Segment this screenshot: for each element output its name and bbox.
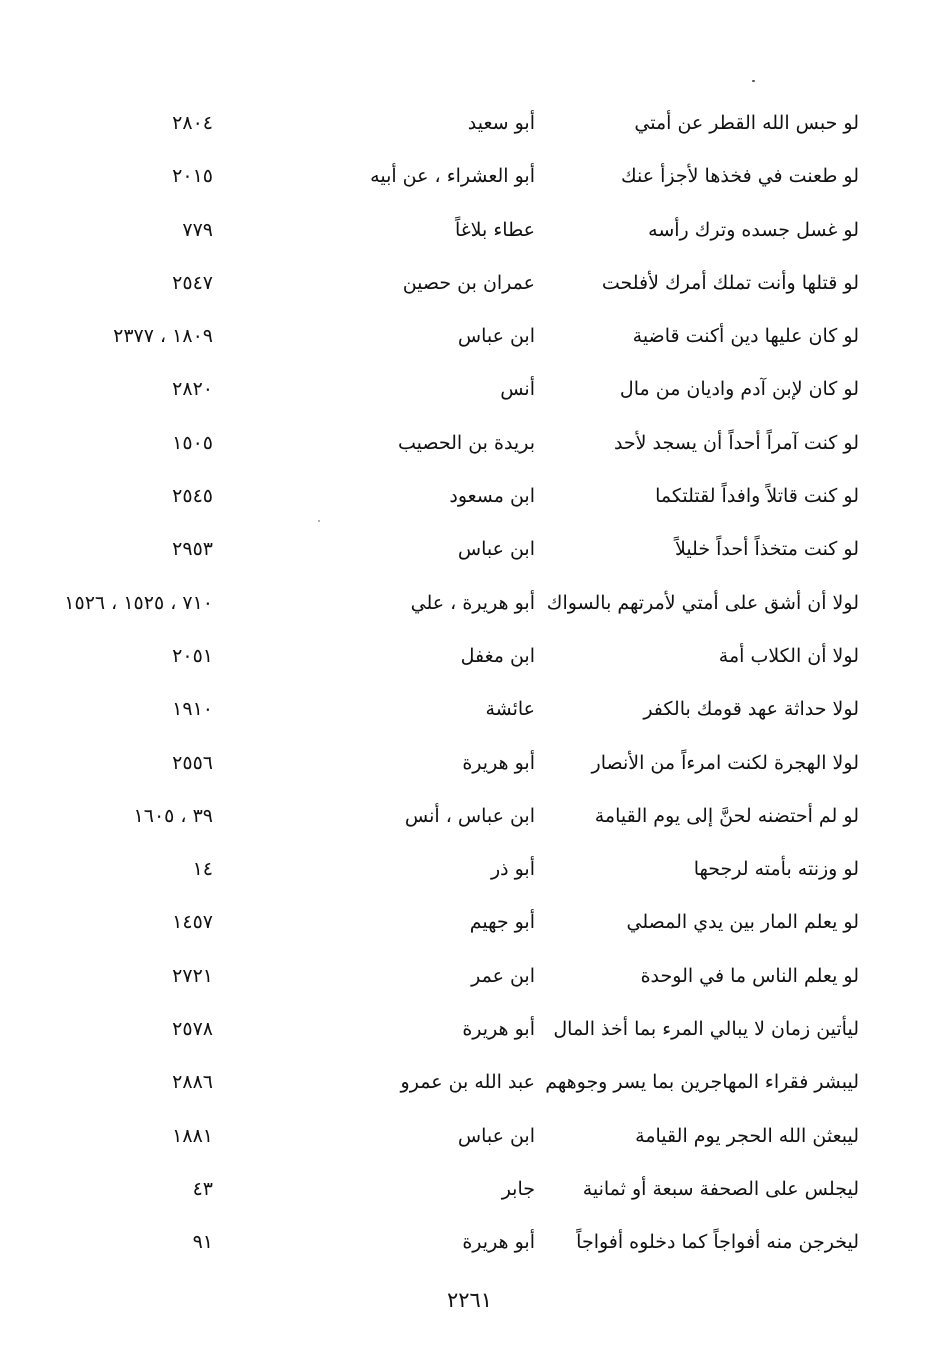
index-row	[0, 953, 939, 1006]
hadith-text: لو كان عليها دين أكنت قاضية	[632, 325, 859, 348]
hadith-text: ليجلس على الصحفة سبعة أو ثمانية	[582, 1177, 859, 1200]
reference-numbers: ٢٥٤٥	[172, 485, 213, 508]
hadith-text: ليبشر فقراء المهاجرين بما يسر وجوههم	[545, 1071, 859, 1094]
hadith-text: لولا حداثة عهد قومك بالكفر	[643, 698, 859, 721]
reference-numbers: ٢٨٨٦	[172, 1071, 213, 1094]
index-row	[0, 846, 939, 899]
narrator: عائشة	[485, 698, 535, 721]
narrator: أنس	[500, 378, 535, 401]
reference-numbers: ١٤	[192, 858, 213, 881]
hadith-text: ليخرجن منه أفواجاً كما دخلوه أفواجاً	[576, 1231, 859, 1254]
narrator: عبد الله بن عمرو	[400, 1071, 535, 1094]
narrator: أبو هريرة ، علي	[410, 591, 535, 614]
index-row	[0, 313, 939, 366]
hadith-text: لو يعلم المار بين يدي المصلي	[626, 911, 859, 934]
index-row	[0, 1059, 939, 1112]
hadith-text: لو كنت قاتلاً وافداً لقتلتكما	[655, 485, 859, 508]
hadith-text: ليبعثن الله الحجر يوم القيامة	[635, 1124, 859, 1147]
hadith-text: لولا أن الكلاب أمة	[718, 644, 859, 667]
index-row	[0, 153, 939, 206]
hadith-index-list	[0, 100, 939, 1273]
reference-numbers: ١٤٥٧	[172, 911, 213, 934]
reference-numbers: ٢٠١٥	[172, 165, 213, 188]
index-row	[0, 260, 939, 313]
hadith-text: لو لم أحتضنه لحنَّ إلى يوم القيامة	[594, 804, 859, 827]
hadith-text: لو كنت آمراً أحداً أن يسجد لأحد	[613, 431, 859, 454]
narrator: ابن مغفل	[460, 644, 535, 667]
hadith-text: لو طعنت في فخذها لأجزأ عنك	[621, 165, 859, 188]
index-row	[0, 473, 939, 526]
index-row	[0, 100, 939, 153]
index-row	[0, 633, 939, 686]
narrator: عمران بن حصين	[402, 271, 535, 294]
reference-numbers: ٢٨٠٤	[172, 112, 213, 134]
hadith-text: لو غسل جسده وترك رأسه	[648, 218, 859, 241]
reference-numbers: ١٥٠٥	[172, 431, 213, 454]
narrator: أبو هريرة	[462, 1018, 535, 1041]
index-row	[0, 740, 939, 793]
reference-numbers: ٧٧٩	[182, 218, 213, 241]
index-row	[0, 1006, 939, 1059]
reference-numbers: ٤٣	[192, 1177, 213, 1200]
reference-numbers: ٣٩ ، ١٦٠٥	[133, 804, 213, 827]
narrator: أبو العشراء ، عن أبيه	[370, 165, 535, 188]
narrator: أبو جهيم	[469, 911, 535, 934]
index-row	[0, 207, 939, 260]
narrator: أبو سعيد	[467, 112, 535, 134]
index-row	[0, 1166, 939, 1219]
index-row	[0, 366, 939, 419]
index-row	[0, 526, 939, 579]
hadith-text: لو كنت متخذاً أحداً خليلاً	[674, 538, 859, 561]
index-row	[0, 686, 939, 739]
narrator: عطاء بلاغاً	[454, 218, 535, 241]
hadith-text: لولا الهجرة لكنت امرءاً من الأنصار	[591, 751, 859, 774]
reference-numbers: ٢٩٥٣	[172, 538, 213, 561]
index-row	[0, 1113, 939, 1166]
hadith-text: لولا أن أشق على أمتي لأمرتهم بالسواك	[546, 591, 859, 614]
hadith-text: ليأتين زمان لا يبالي المرء بما أخذ المال	[553, 1018, 859, 1041]
reference-numbers: ٧١٠ ، ١٥٢٥ ، ١٥٢٦	[64, 591, 213, 614]
reference-numbers: ١٨٨١	[172, 1124, 213, 1147]
hadith-text: لو كان لإبن آدم واديان من مال	[619, 378, 859, 401]
narrator: ابن عباس	[457, 1124, 535, 1147]
narrator: أبو هريرة	[462, 751, 535, 774]
narrator: بريدة بن الحصيب	[397, 431, 535, 454]
reference-numbers: ٢٥٤٧	[172, 271, 213, 294]
hadith-text: لو وزنته بأمته لرجحها	[693, 858, 859, 881]
scan-speck	[752, 80, 755, 82]
narrator: أبو هريرة	[462, 1231, 535, 1254]
narrator: جابر	[501, 1177, 535, 1200]
index-row	[0, 899, 939, 952]
reference-numbers: ٩١	[192, 1231, 213, 1254]
reference-numbers: ٢٥٧٨	[172, 1018, 213, 1041]
reference-numbers: ٢٥٥٦	[172, 751, 213, 774]
reference-numbers: ٢٧٢١	[172, 964, 213, 987]
hadith-text: لو يعلم الناس ما في الوحدة	[640, 964, 859, 987]
hadith-text: لو حبس الله القطر عن أمتي	[634, 112, 859, 134]
index-row	[0, 1219, 939, 1272]
narrator: ابن عمر	[471, 964, 535, 987]
narrator: أبو ذر	[490, 858, 535, 881]
page-number: ٢٢٦١	[446, 1288, 493, 1312]
narrator: ابن عباس	[457, 538, 535, 561]
reference-numbers: ١٨٠٩ ، ٢٣٧٧	[113, 325, 213, 348]
index-row	[0, 420, 939, 473]
reference-numbers: ٢٨٢٠	[172, 378, 213, 401]
reference-numbers: ٢٠٥١	[172, 644, 213, 667]
narrator: ابن عباس	[457, 325, 535, 348]
index-row	[0, 793, 939, 846]
reference-numbers: ١٩١٠	[172, 698, 213, 721]
narrator: ابن عباس ، أنس	[404, 804, 535, 827]
narrator: ابن مسعود	[449, 485, 535, 508]
index-row	[0, 580, 939, 633]
hadith-text: لو قتلها وأنت تملك أمرك لأفلحت	[601, 271, 859, 294]
